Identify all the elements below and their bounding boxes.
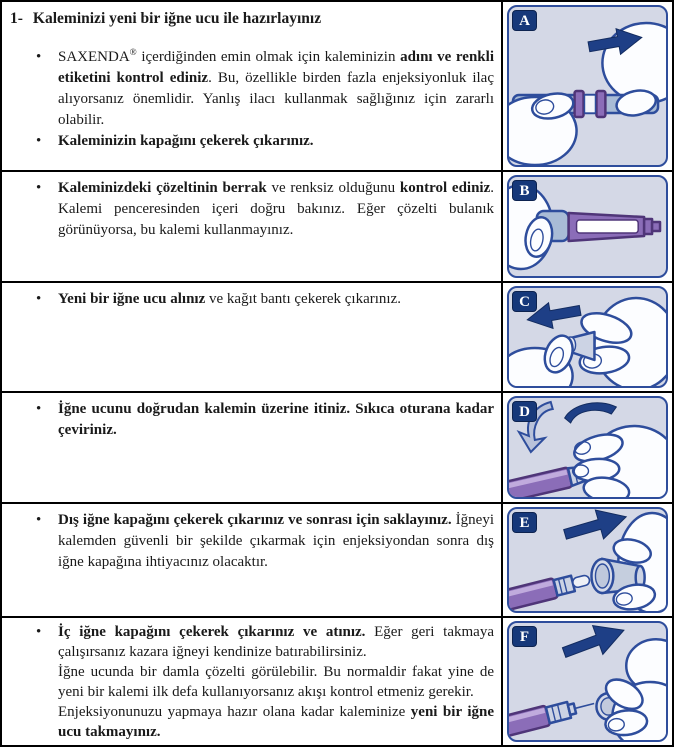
instruction-paragraph: Yeni bir iğne ucu alınız ve kağıt bantı çekerek çıkarınız. — [58, 291, 401, 307]
list-item — [10, 289, 494, 310]
table-row — [2, 2, 672, 172]
pen-icon — [537, 211, 660, 241]
hand-icon — [571, 426, 666, 497]
instruction-paragraph: SAXENDA® içerdiğinden emin olmak için kaleminizin adını ve renkli etiketini kontrol ediniz. Bu, özellikle birden fazla enjeksiyonluk ilaç alıyorsanız önemlidir. Yanlış ilacı kullanmak sağlığınız için zararlı olabilir. — [58, 48, 494, 128]
step-text-cell — [2, 172, 503, 281]
table-row — [2, 283, 672, 393]
table-row — [2, 172, 672, 283]
illustration-panel-a — [507, 5, 668, 167]
instruction-paragraph: Kaleminizdeki çözeltinin berrak ve renksiz olduğunu kontrol ediniz. Kalemi penceresinden içeri doğru bakınız. Eğer çözelti bulanık görünüyorsa, bu kalemi kullanmayınız. — [58, 180, 494, 238]
illustration-panel-d — [507, 396, 668, 499]
illustration-panel-f — [507, 621, 668, 742]
illustration-cell — [503, 2, 672, 170]
illustration-cell — [503, 504, 672, 616]
panel-badge: F — [512, 626, 537, 647]
section-number: 1- — [10, 10, 23, 27]
panel-badge: B — [512, 180, 537, 201]
pen-icon — [509, 694, 597, 740]
bullet-marker: • — [36, 291, 42, 307]
list-item — [10, 47, 494, 131]
illustration-cell — [503, 172, 672, 281]
step-text-cell — [2, 618, 503, 745]
arrow-up-right-icon — [559, 623, 629, 667]
bullet-marker: • — [36, 624, 42, 640]
instruction-paragraph: Enjeksiyonunuzu yapmaya hazır olana kadar kaleminize yeni bir iğne ucu takmayınız. — [58, 704, 494, 740]
illustration-cell — [503, 283, 672, 391]
instruction-paragraph: İç iğne kapağını çekerek çıkarınız ve atınız. Eğer geri takmaya çalışırsanız kazara iğneyi kendinize batırabilirsiniz. — [58, 624, 494, 660]
list-item — [10, 131, 494, 152]
panel-badge: D — [512, 401, 537, 422]
illustration-panel-e — [507, 507, 668, 613]
table-row — [2, 504, 672, 618]
step-text-cell — [2, 283, 503, 391]
table-row — [2, 618, 672, 745]
table-row — [2, 393, 672, 504]
step-text-cell — [2, 2, 503, 170]
bullet-marker: • — [36, 180, 42, 196]
step-text-cell — [2, 393, 503, 502]
instruction-paragraph: Kaleminizin kapağını çekerek çıkarınız. — [58, 133, 314, 149]
section-title: Kaleminizi yeni bir iğne ucu ile hazırlayınız — [32, 10, 322, 27]
pen-icon — [509, 570, 592, 611]
hand-icon — [509, 332, 578, 386]
bullet-marker: • — [36, 512, 42, 528]
panel-badge: C — [512, 291, 537, 312]
section-heading — [10, 8, 494, 29]
illustration-cell — [503, 618, 672, 745]
list-item — [10, 622, 494, 742]
illustration-panel-b — [507, 175, 668, 278]
illustration-panel-c — [507, 286, 668, 388]
step-text-cell — [2, 504, 503, 616]
bullet-marker: • — [36, 49, 42, 65]
panel-badge: E — [512, 512, 537, 533]
illustration-cell — [503, 393, 672, 502]
instruction-paragraph: İğne ucunda bir damla çözelti görülebilir. Bu normaldir fakat yine de yeni bir kalemi ilk defa kullanıyorsanız akışı kontrol etmeniz gerekir. — [58, 664, 494, 700]
bullet-marker: • — [36, 401, 42, 417]
list-item — [10, 178, 494, 241]
list-item — [10, 399, 494, 441]
bullet-marker: • — [36, 133, 42, 149]
panel-badge: A — [512, 10, 537, 31]
instruction-paragraph: Dış iğne kapağını çekerek çıkarınız ve sonrası için saklayınız. İğneyi kalemden güvenli bir şekilde çıkarmak için enjeksiyondan sonra dış iğne kapağına ihtiyacınız olacaktır. — [58, 512, 494, 570]
instruction-paragraph: İğne ucunu doğrudan kalemin üzerine itiniz. Sıkıca oturana kadar çeviriniz. — [58, 401, 494, 438]
list-item — [10, 510, 494, 573]
